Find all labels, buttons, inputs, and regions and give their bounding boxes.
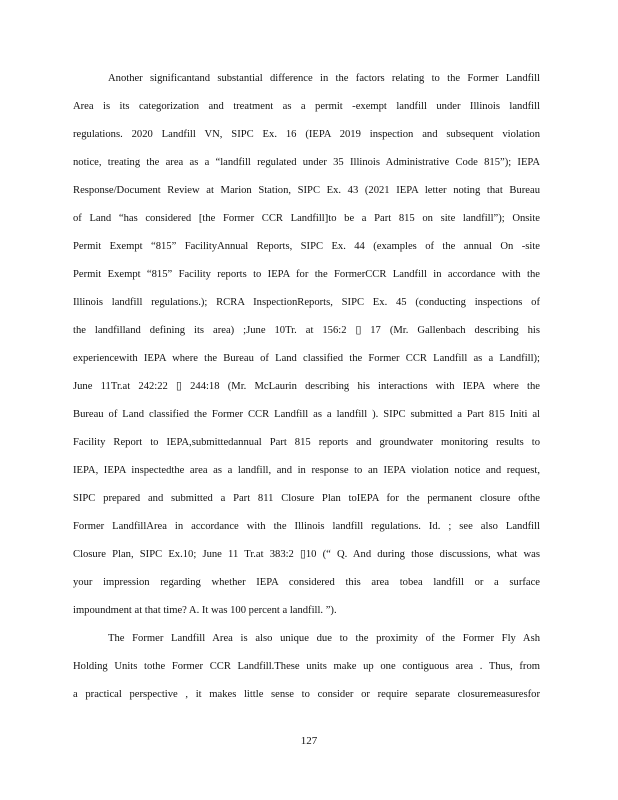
text-line: Facility Report to IEPA,submittedannual Part 815 reports and groundwater monitoring results to <box>73 437 540 448</box>
text-line: regulations. 2020 Landfill VN, SIPC Ex. 16 (IEPA 2019 inspection and subsequent violation <box>73 129 540 140</box>
text-line: IEPA, IEPA inspectedthe area as a landfill, and in response to an IEPA violation notice and request, <box>73 465 540 476</box>
text-line: the landfilland defining its area) ;June 10Tr. at 156:2 ▯ 17 (Mr. Gallenbach describing his <box>73 325 540 336</box>
page-number: 127 <box>300 735 318 747</box>
text-line: Illinois landfill regulations.); RCRA InspectionReports, SIPC Ex. 45 (conducting inspections of <box>73 297 540 308</box>
text-line: Closure Plan, SIPC Ex.10; June 11 Tr.at 383:2 ▯10 (“ Q. And during those discussions, what was <box>73 549 540 560</box>
text-line: your impression regarding whether IEPA considered this area tobea landfill or a surface <box>73 577 540 588</box>
text-line: Holding Units tothe Former CCR Landfill.These units make up one contiguous area . Thus, from <box>73 661 540 672</box>
text-line: experiencewith IEPA where the Bureau of Land classified the Former CCR Landfill as a Landfill); <box>73 353 540 364</box>
text-line: Former LandfillArea in accordance with the Illinois landfill regulations. Id. ; see also Landfill <box>73 521 540 532</box>
text-line: of Land “has considered [the Former CCR Landfill]to be a Part 815 on site landfill”); Onsite <box>73 213 540 224</box>
text-line: impoundment at that time? A. It was 100 percent a landfill. ”). <box>73 605 337 616</box>
text-line: notice, treating the area as a “landfill regulated under 35 Illinois Administrative Code 815”); IEPA <box>73 157 540 168</box>
text-line: Bureau of Land classified the Former CCR Landfill as a landfill ). SIPC submitted a Part 815 Initi al <box>73 409 540 420</box>
text-line: SIPC prepared and submitted a Part 811 Closure Plan toIEPA for the permanent closure ofthe <box>73 493 540 504</box>
text-line: Response/Document Review at Marion Station, SIPC Ex. 43 (2021 IEPA letter noting that Bureau <box>73 185 540 196</box>
text-line: June 11Tr.at 242:22 ▯ 244:18 (Mr. McLaurin describing his interactions with IEPA where the <box>73 381 540 392</box>
text-line: Area is its categorization and treatment as a permit -exempt landfill under Illinois landfill <box>73 101 540 112</box>
text-line: The Former Landfill Area is also unique due to the proximity of the Former Fly Ash <box>108 633 540 644</box>
text-line: a practical perspective , it makes little sense to consider or require separate closuremeasuresfor <box>73 689 540 700</box>
text-line: Another significantand substantial difference in the factors relating to the Former Landfill <box>108 73 540 84</box>
text-line: Permit Exempt “815” Facility reports to IEPA for the FormerCCR Landfill in accordance with the <box>73 269 540 280</box>
text-line: Permit Exempt “815” FacilityAnnual Reports, SIPC Ex. 44 (examples of the annual On -site <box>73 241 540 252</box>
